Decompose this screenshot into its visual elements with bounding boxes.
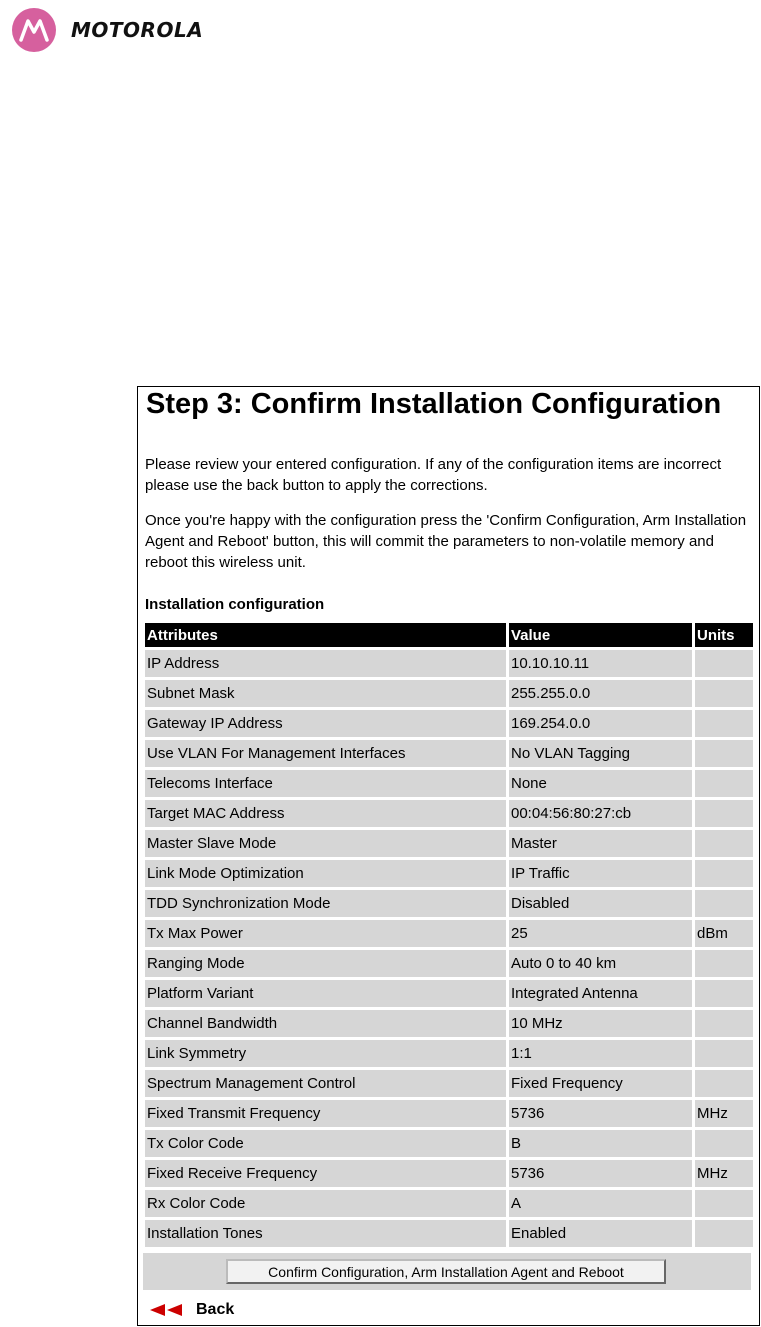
table-row — [145, 800, 753, 827]
value-cell: B — [509, 1130, 692, 1157]
review-instructions: Please review your entered configuration. If any of the configuration items are incorrect please use the back button to apply the corrections. — [145, 456, 722, 494]
value-cell: 10 MHz — [509, 1010, 692, 1037]
attribute-cell: IP Address — [145, 650, 506, 677]
units-cell — [695, 860, 753, 887]
table-row — [145, 710, 753, 737]
table-row — [145, 650, 753, 677]
table-row — [145, 890, 753, 917]
units-cell — [695, 1040, 753, 1067]
table-header-row — [145, 623, 753, 647]
value-cell: 255.255.0.0 — [509, 680, 692, 707]
table-row — [145, 1040, 753, 1067]
attribute-cell: Gateway IP Address — [145, 710, 506, 737]
value-cell: 169.254.0.0 — [509, 710, 692, 737]
units-cell — [695, 800, 753, 827]
value-cell: Integrated Antenna — [509, 980, 692, 1007]
units-cell — [695, 1130, 753, 1157]
units-cell — [695, 950, 753, 977]
page-title: Step 3: Confirm Installation Configuration — [146, 388, 722, 420]
attribute-cell: Spectrum Management Control — [145, 1070, 506, 1097]
motorola-batwing-icon — [12, 8, 56, 52]
attribute-cell: Link Mode Optimization — [145, 860, 506, 887]
brand-name: MOTOROLA — [71, 18, 204, 42]
motorola-logo — [12, 8, 203, 52]
value-cell: 5736 — [509, 1100, 692, 1127]
back-link[interactable] — [150, 1301, 234, 1319]
value-cell: Disabled — [509, 890, 692, 917]
table-row — [145, 1190, 753, 1217]
value-cell: 5736 — [509, 1160, 692, 1187]
value-cell: None — [509, 770, 692, 797]
units-cell — [695, 890, 753, 917]
table-row — [145, 980, 753, 1007]
table-row — [145, 1070, 753, 1097]
table-row — [145, 830, 753, 857]
installation-config-table — [142, 620, 756, 1250]
table-row — [145, 1130, 753, 1157]
units-cell: MHz — [695, 1100, 753, 1127]
table-row — [145, 1010, 753, 1037]
column-header-units: Units — [695, 623, 753, 647]
value-cell: A — [509, 1190, 692, 1217]
value-cell: No VLAN Tagging — [509, 740, 692, 767]
column-header-value: Value — [509, 623, 692, 647]
units-cell — [695, 830, 753, 857]
value-cell: 00:04:56:80:27:cb — [509, 800, 692, 827]
table-row — [145, 860, 753, 887]
attribute-cell: Telecoms Interface — [145, 770, 506, 797]
units-cell — [695, 1190, 753, 1217]
value-cell: IP Traffic — [509, 860, 692, 887]
table-row — [145, 1160, 753, 1187]
units-cell — [695, 1070, 753, 1097]
units-cell — [695, 680, 753, 707]
table-row — [145, 770, 753, 797]
confirm-instructions: Once you're happy with the configuration press the 'Confirm Configuration, Arm Installation Agent and Reboot' button, this will commit the parameters to non-volatile memory and reboot this wireless unit. — [145, 512, 747, 571]
double-left-arrow-icon — [150, 1303, 184, 1317]
table-row — [145, 1100, 753, 1127]
table-row — [145, 1220, 753, 1247]
value-cell: Enabled — [509, 1220, 692, 1247]
value-cell: 25 — [509, 920, 692, 947]
confirm-button-row — [143, 1253, 751, 1290]
table-row — [145, 740, 753, 767]
table-row — [145, 950, 753, 977]
attribute-cell: Tx Color Code — [145, 1130, 506, 1157]
table-row — [145, 680, 753, 707]
attribute-cell: Ranging Mode — [145, 950, 506, 977]
units-cell — [695, 740, 753, 767]
units-cell — [695, 980, 753, 1007]
attribute-cell: Target MAC Address — [145, 800, 506, 827]
attribute-cell: Fixed Receive Frequency — [145, 1160, 506, 1187]
units-cell: MHz — [695, 1160, 753, 1187]
attribute-cell: Master Slave Mode — [145, 830, 506, 857]
column-header-attributes: Attributes — [145, 623, 506, 647]
attribute-cell: Platform Variant — [145, 980, 506, 1007]
value-cell: Auto 0 to 40 km — [509, 950, 692, 977]
units-cell — [695, 1010, 753, 1037]
value-cell: 10.10.10.11 — [509, 650, 692, 677]
attribute-cell: Installation Tones — [145, 1220, 506, 1247]
units-cell — [695, 770, 753, 797]
attribute-cell: Link Symmetry — [145, 1040, 506, 1067]
confirm-configuration-button[interactable]: Confirm Configuration, Arm Installation Agent and Reboot — [226, 1259, 666, 1284]
value-cell: 1:1 — [509, 1040, 692, 1067]
attribute-cell: Subnet Mask — [145, 680, 506, 707]
attribute-cell: Fixed Transmit Frequency — [145, 1100, 506, 1127]
value-cell: Fixed Frequency — [509, 1070, 692, 1097]
back-label: Back — [196, 1301, 235, 1318]
attribute-cell: Channel Bandwidth — [145, 1010, 506, 1037]
units-cell — [695, 710, 753, 737]
value-cell: Master — [509, 830, 692, 857]
attribute-cell: Use VLAN For Management Interfaces — [145, 740, 506, 767]
table-row — [145, 920, 753, 947]
attribute-cell: TDD Synchronization Mode — [145, 890, 506, 917]
units-cell — [695, 1220, 753, 1247]
section-heading: Installation configuration — [145, 596, 325, 613]
installation-wizard-panel — [137, 386, 760, 1326]
attribute-cell: Rx Color Code — [145, 1190, 506, 1217]
units-cell: dBm — [695, 920, 753, 947]
units-cell — [695, 650, 753, 677]
attribute-cell: Tx Max Power — [145, 920, 506, 947]
